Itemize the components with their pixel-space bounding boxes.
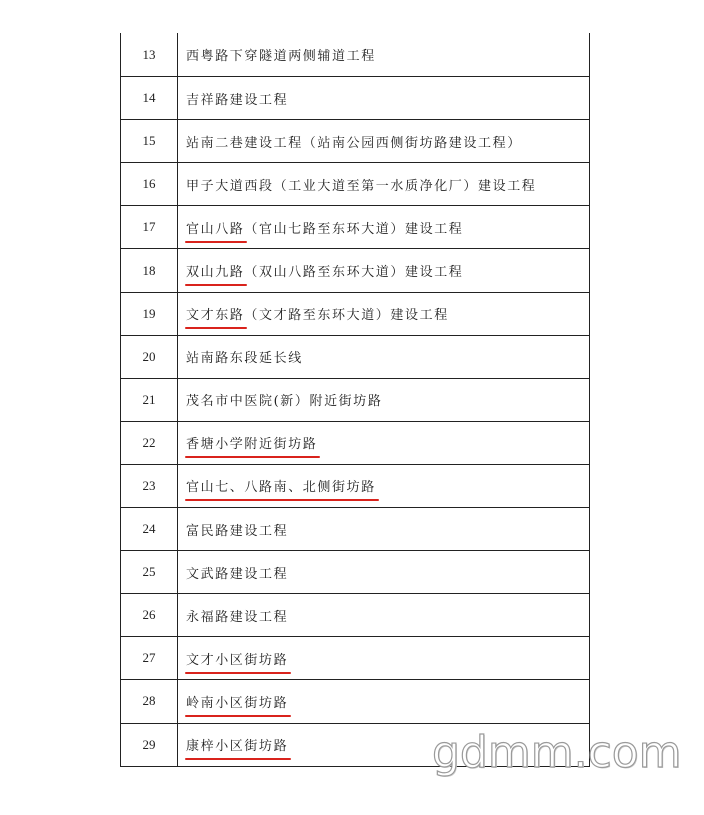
row-number: 23 — [121, 465, 178, 507]
project-name-rest: （官山七路至东环大道）建设工程 — [244, 221, 464, 237]
project-name: 富民路建设工程 — [186, 523, 289, 539]
underlined-road-name: 岭南小区街坊路 — [186, 692, 288, 711]
table-row — [121, 636, 589, 679]
table-row — [121, 33, 589, 76]
row-number: 29 — [121, 724, 178, 766]
table-row — [121, 378, 589, 421]
underlined-road-name: 文才东路 — [186, 304, 244, 323]
row-number: 22 — [121, 422, 178, 464]
row-number: 21 — [121, 379, 178, 421]
table-row — [121, 593, 589, 636]
project-name: 站南二巷建设工程（站南公园西侧街坊路建设工程） — [186, 135, 522, 151]
row-number: 17 — [121, 206, 178, 248]
table-row — [121, 248, 589, 291]
table-row — [121, 335, 589, 378]
project-name — [178, 465, 589, 507]
table-row — [121, 205, 589, 248]
row-number: 16 — [121, 163, 178, 205]
table-row — [121, 162, 589, 205]
row-number: 18 — [121, 249, 178, 291]
row-number: 19 — [121, 293, 178, 335]
row-number: 15 — [121, 120, 178, 162]
project-name — [178, 206, 589, 248]
project-name — [178, 249, 589, 291]
table-row — [121, 421, 589, 464]
row-number: 26 — [121, 594, 178, 636]
project-name — [178, 293, 589, 335]
project-name: 文武路建设工程 — [186, 566, 289, 582]
project-table — [120, 33, 590, 767]
underlined-road-name: 官山七、八路南、北侧街坊路 — [186, 476, 376, 495]
row-number: 14 — [121, 77, 178, 119]
table-row — [121, 292, 589, 335]
row-number: 25 — [121, 551, 178, 593]
table-row — [121, 119, 589, 162]
project-name: 吉祥路建设工程 — [186, 92, 289, 108]
project-name: 站南路东段延长线 — [186, 351, 303, 367]
project-name — [178, 680, 589, 722]
project-name: 茂名市中医院(新）附近街坊路 — [186, 394, 383, 410]
underlined-road-name: 官山八路 — [186, 218, 244, 237]
table-row — [121, 507, 589, 550]
row-number: 27 — [121, 637, 178, 679]
project-name — [178, 422, 589, 464]
underlined-road-name: 文才小区街坊路 — [186, 649, 288, 668]
project-name: 西粤路下穿隧道两侧辅道工程 — [186, 49, 376, 65]
table-row — [121, 550, 589, 593]
row-number: 13 — [121, 33, 178, 76]
table-row — [121, 679, 589, 722]
project-name: 甲子大道西段（工业大道至第一水质净化厂）建设工程 — [186, 178, 537, 194]
project-name-rest: （双山八路至东环大道）建设工程 — [244, 265, 464, 281]
row-number: 24 — [121, 508, 178, 550]
table-row — [121, 464, 589, 507]
site-watermark: gdmm.com — [432, 727, 682, 778]
project-name-rest: （文才路至东环大道）建设工程 — [244, 308, 449, 324]
project-name: 永福路建设工程 — [186, 609, 289, 625]
underlined-road-name: 康梓小区街坊路 — [186, 735, 288, 754]
row-number: 20 — [121, 336, 178, 378]
underlined-road-name: 香塘小学附近街坊路 — [186, 433, 317, 452]
row-number: 28 — [121, 680, 178, 722]
table-row — [121, 76, 589, 119]
project-name — [178, 637, 589, 679]
underlined-road-name: 双山九路 — [186, 261, 244, 280]
